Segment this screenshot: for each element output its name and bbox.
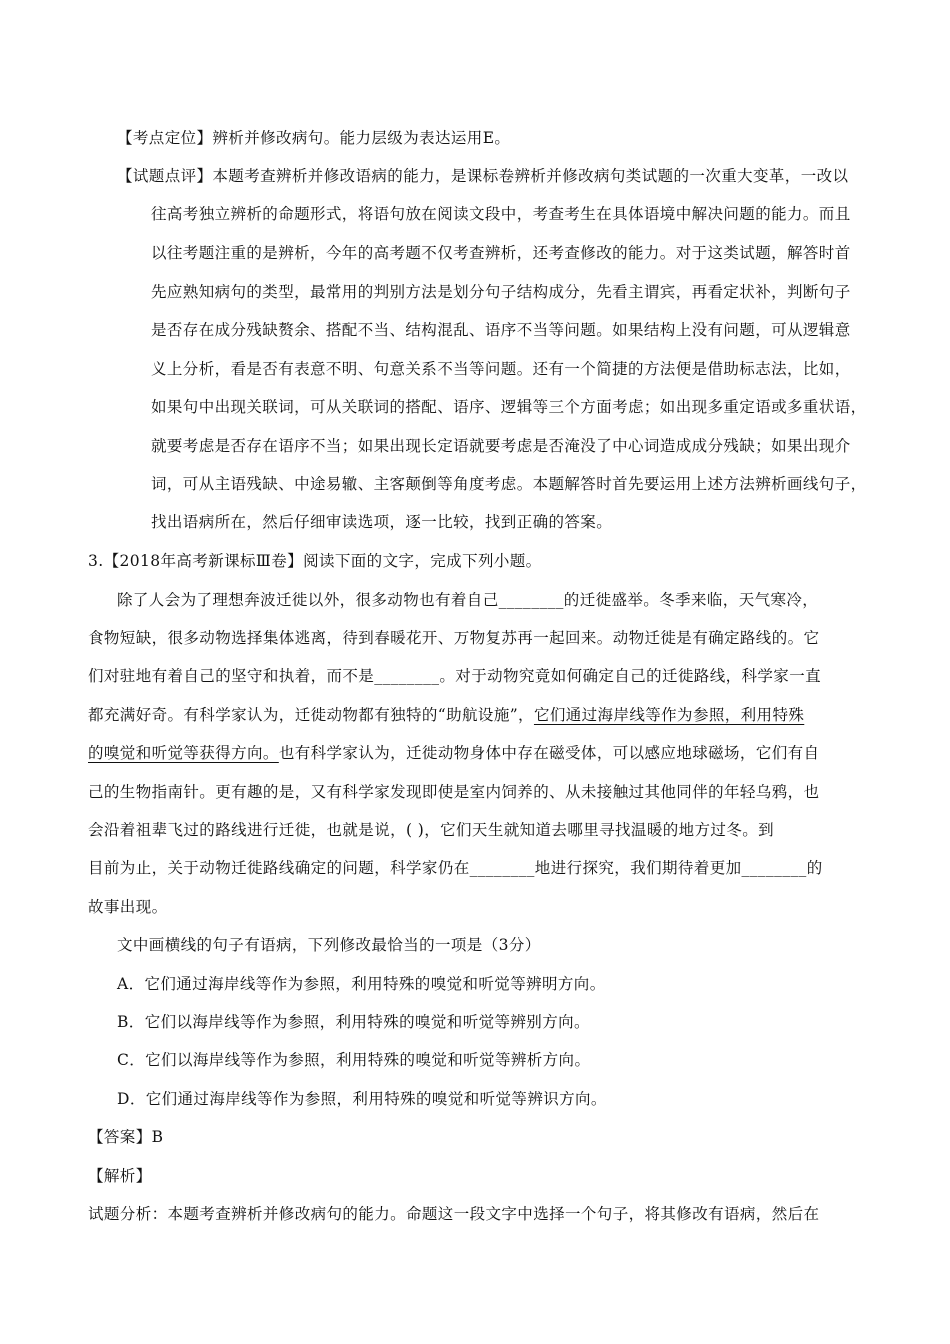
question-prompt: 文中画横线的句子有语病，下列修改最恰当的一项是（3分）	[117, 936, 541, 954]
question-3-title: 3.【2018年高考新课标Ⅲ卷】阅读下面的文字，完成下列小题。	[88, 552, 542, 570]
pingping-line-9: 词，可从主语残缺、中途易辙、主客颠倒等角度考虑。本题解答时首先要运用上述方法辨析画线句子，	[151, 475, 867, 493]
pingping-line-10: 找出语病所在，然后仔细审读选项，逐一比较，找到正确的答案。	[151, 513, 613, 531]
passage-line-4	[88, 705, 804, 725]
option-b: B．它们以海岸线等作为参照，利用特殊的嗅觉和听觉等辨别方向。	[117, 1013, 590, 1031]
passage-line-6: 己的生物指南针。更有趣的是，又有科学家发现即使是室内饲养的、从未接触过其他同伴的年轻乌鸦，也	[88, 783, 820, 801]
kaodian-line: 【考点定位】辨析并修改病句。能力层级为表达运用E。	[117, 129, 511, 147]
passage-line-9: 故事出现。	[88, 898, 168, 916]
answer-line: 【答案】B	[88, 1128, 164, 1146]
underlined-sentence-part-1: 它们通过海岸线等作为参照，利用特殊	[533, 706, 805, 724]
option-a: A．它们通过海岸线等作为参照，利用特殊的嗅觉和听觉等辨明方向。	[117, 975, 606, 993]
passage-line-5-plain: 也有科学家认为，迁徙动物身体中存在磁受体，可以感应地球磁场，它们有自	[278, 744, 820, 762]
pingping-line-6: 义上分析，看是否有表意不明、句意关系不当等问题。还有一个简捷的方法便是借助标志法，比如，	[151, 360, 851, 378]
option-c: C．它们以海岸线等作为参照，利用特殊的嗅觉和听觉等辨析方向。	[117, 1051, 591, 1069]
pingping-line-1: 【试题点评】本题考查辨析并修改语病的能力，是课标卷辨析并修改病句类试题的一次重大变革，一改以	[117, 167, 849, 185]
passage-line-5	[88, 743, 819, 763]
passage-line-1: 除了人会为了理想奔波迁徙以外，很多动物也有着自己________的迁徙盛举。冬季来临，天气寒冷，	[117, 591, 819, 609]
analysis-line-1: 试题分析：本题考查辨析并修改病句的能力。命题这一段文字中选择一个句子，将其修改有语病，然后在	[88, 1205, 820, 1223]
option-d: D．它们通过海岸线等作为参照，利用特殊的嗅觉和听觉等辨识方向。	[117, 1090, 607, 1108]
passage-line-4-plain: 都充满好奇。有科学家认为，迁徙动物都有独特的“助航设施”，	[88, 706, 534, 724]
pingping-line-7: 如果句中出现关联词，可从关联词的搭配、语序、逻辑等三个方面考虑；如出现多重定语或多重状语，	[151, 398, 867, 416]
pingping-line-5: 是否存在成分残缺赘余、搭配不当、结构混乱、语序不当等问题。如果结构上没有问题，可从逻辑意	[151, 321, 851, 339]
jiexi-heading: 【解析】	[88, 1167, 152, 1185]
underlined-sentence-part-2: 的嗅觉和听觉等获得方向。	[88, 744, 279, 762]
passage-line-7: 会沿着祖辈飞过的路线进行迁徙，也就是说，( )，它们天生就知道去哪里寻找温暖的地方过冬。到	[88, 821, 775, 839]
pingping-line-4: 先应熟知病句的类型，最常用的判别方法是划分句子结构成分，先看主谓宾，再看定状补，判断句子	[151, 283, 851, 301]
pingping-line-8: 就要考虑是否存在语序不当；如果出现长定语就要考虑是否淹没了中心词造成成分残缺；如果出现介	[151, 437, 851, 455]
passage-line-8: 目前为止，关于动物迁徙路线确定的问题，科学家仍在________地进行探究，我们期待着更加________的	[88, 859, 823, 877]
passage-line-3: 们对驻地有着自己的坚守和执着，而不是________。对于动物究竟如何确定自己的迁徙路线，科学家一直	[88, 667, 822, 685]
passage-line-2: 食物短缺，很多动物选择集体逃离，待到春暖花开、万物复苏再一起回来。动物迁徙是有确定路线的。它	[88, 629, 820, 647]
pingping-line-3: 以往考题注重的是辨析，今年的高考题不仅考查辨析，还考查修改的能力。对于这类试题，解答时首	[151, 244, 851, 262]
pingping-line-2: 往高考独立辨析的命题形式，将语句放在阅读文段中，考查考生在具体语境中解决问题的能力。而且	[151, 205, 851, 223]
